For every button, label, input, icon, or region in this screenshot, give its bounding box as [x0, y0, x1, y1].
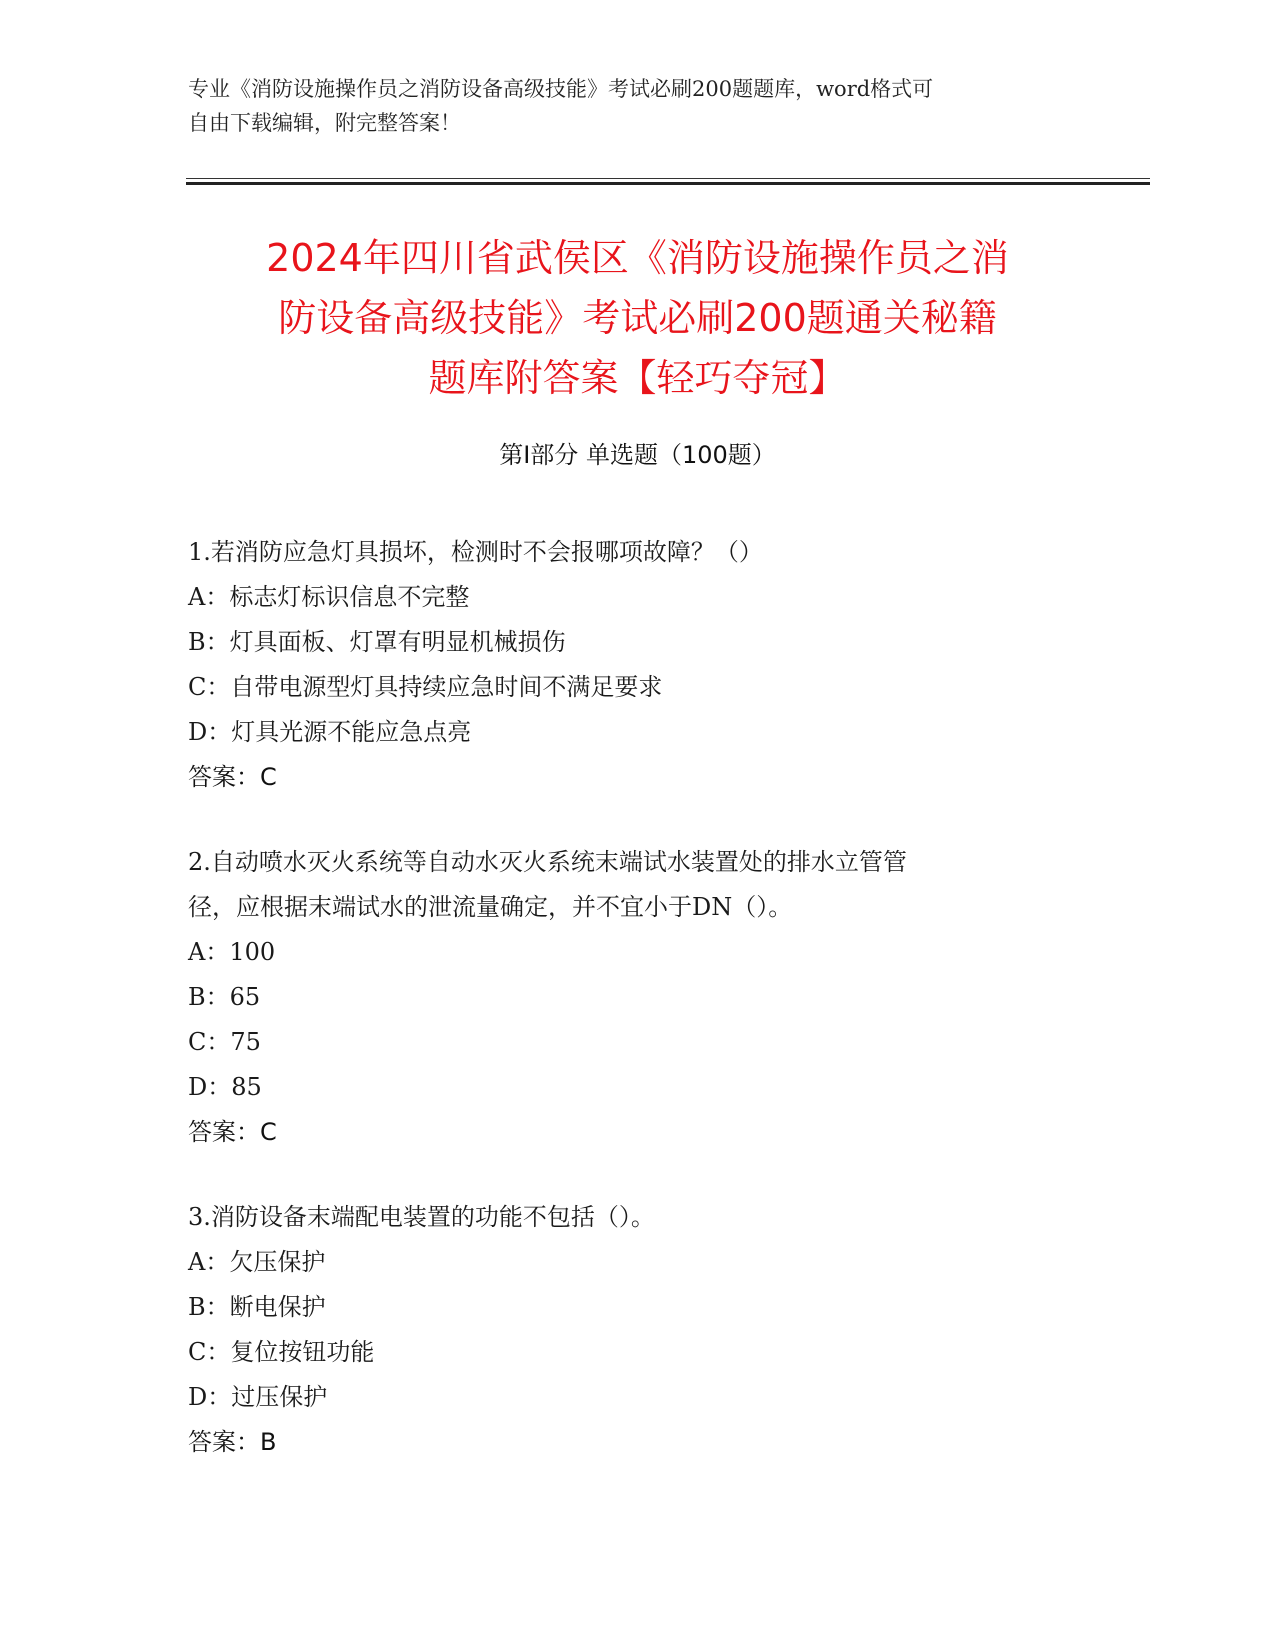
document-title-line-3: 题库附答案【轻巧夺冠】 — [428, 356, 847, 400]
question-1 — [188, 530, 1088, 800]
option-a: A：欠压保护 — [188, 1248, 326, 1276]
question-stem: 3.消防设备末端配电装置的功能不包括（）。 — [188, 1203, 655, 1231]
option-c: C：复位按钮功能 — [188, 1338, 375, 1366]
option-a: A：标志灯标识信息不完整 — [188, 583, 470, 611]
question-list — [188, 530, 1088, 1505]
document-title — [150, 228, 1125, 408]
option-d: D：85 — [188, 1073, 262, 1101]
document-title-line-1: 2024年四川省武侯区《消防设施操作员之消 — [266, 236, 1009, 280]
option-b: B：断电保护 — [188, 1293, 326, 1321]
header-divider-thin — [186, 178, 1150, 179]
question-stem-line-2: 径，应根据末端试水的泄流量确定，并不宜小于DN（）。 — [188, 893, 793, 921]
option-a: A：100 — [188, 938, 276, 966]
option-d: D：过压保护 — [188, 1383, 328, 1411]
option-c: C：75 — [188, 1028, 261, 1056]
option-b: B：65 — [188, 983, 261, 1011]
answer: 答案：B — [188, 1428, 277, 1456]
document-title-line-2: 防设备高级技能》考试必刷200题通关秘籍 — [278, 296, 997, 340]
header-note-line-1: 专业《消防设施操作员之消防设备高级技能》考试必刷200题题库，word格式可 — [188, 77, 934, 101]
question-2 — [188, 840, 1088, 1155]
option-c: C：自带电源型灯具持续应急时间不满足要求 — [188, 673, 663, 701]
question-stem: 1.若消防应急灯具损坏，检测时不会报哪项故障？（） — [188, 538, 763, 566]
answer: 答案：C — [188, 1118, 277, 1146]
answer: 答案：C — [188, 763, 277, 791]
option-b: B：灯具面板、灯罩有明显机械损伤 — [188, 628, 566, 656]
question-3 — [188, 1195, 1088, 1465]
question-stem-line-1: 2.自动喷水灭火系统等自动水灭火系统末端试水装置处的排水立管管 — [188, 848, 907, 876]
option-d: D：灯具光源不能应急点亮 — [188, 718, 472, 746]
section-heading: 第Ⅰ部分 单选题（100题） — [499, 441, 776, 469]
header-divider-thick — [186, 182, 1150, 185]
header-note-line-2: 自由下载编辑，附完整答案！ — [188, 111, 461, 135]
header-note — [188, 72, 1088, 140]
